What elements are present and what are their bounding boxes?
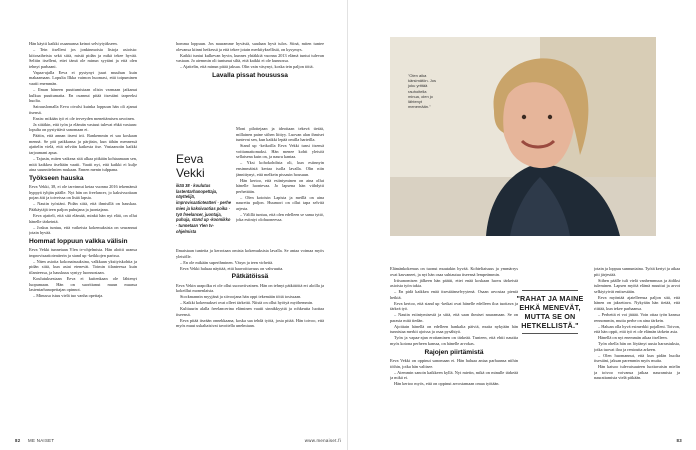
article-column-2-bottom	[176, 248, 324, 428]
subheading-hommat-loppuun: Hommat loppuun valkka välisin	[29, 237, 128, 245]
paragraph: Siihen päälle tuli vielä vanhemmuus ja äidiksi tuleminen. Lapsen myötä elämä muuttui ja arvot selkiytyivät entisestään.	[594, 277, 680, 294]
paragraph: – Minussa istuu vielä tuo vanha opettaja.	[33, 293, 104, 299]
page-number-left: 82	[15, 438, 21, 443]
right-colleft-section	[390, 358, 518, 387]
paragraph: Ilmaistaan tunteita ja kerrotaan omista kokemuksista lavalla. Se antaa voimaa myös yleisölle.	[176, 248, 324, 259]
paragraph: Eeva Vekki on oppinut sanomaan ei. Hän haluaa antaa parhaansa niihin töihin, jotka hän valitsee.	[390, 358, 518, 369]
paragraph: Eeva Vekki haluaa näyttää, että haavoittuvuus on vahvuutta.	[180, 265, 284, 271]
paragraph: Stand up -keikoilla Eeva Vekki tunsi itsensä voittamattomaksi. Hän menee kohti yleisöä sellaisena kuin on, ja nauru kantaa.	[236, 143, 324, 160]
paragraph: Eeva kertoo, että stand up -keikat ovat hänelle edelleen iloa tuottava ja tärkeä työ.	[390, 300, 518, 312]
paragraph: – Olen kotoisin Lapista ja meillä on aina naurettu paljon. Huumori on ollut tapa selvitä arjesta.	[236, 194, 324, 211]
col2-section2-pre	[176, 248, 324, 271]
paragraph: – Olen huomannut, että kun pidän huolta itsestäni, jaksan paremmin myös muita.	[594, 352, 680, 364]
bio-box	[176, 152, 232, 234]
subheading-tyokseen-hauska: Työkseen hauska	[29, 174, 84, 182]
page-number-right: 83	[676, 438, 682, 443]
right-column-left	[390, 266, 518, 430]
paragraph: – Tein itselleni jos jonkinmoisia listoja asioista: kiitosaiheista sekä siitä, mistä pidän ja mikä tekee hyvää. Selitin itselleni, ettei tämä ole minun syytäni ja että olen tehnyt parhaani.	[29, 46, 137, 69]
paragraph: Eeva Vekki, 38, ei ole tarvinnut ketaa vuonna 2016 tekemänsä hyppyä tyhjän päälle. Nyt hän on freelancer, jo kaksivuotiaan pojan äiti ja toiveissa on lisää lapsia.	[29, 184, 137, 201]
paragraph: Hän käytti kaikki osaamansa keinot selviytyäkseen.	[29, 41, 118, 46]
col1-section1	[29, 184, 137, 236]
paragraph: Ja siitäkin, että työn ja elämän vastuut tulevat ehkä vastaan: lopulta on pystyttävä sanomaan ei.	[29, 121, 137, 133]
paragraph: Työn ja vapaa-ajan erottaminen on tärkeää. Tunteen, että ehtii nauttia myös kotona perheen kanssa, on hänelle arvokas.	[390, 335, 518, 347]
paragraph: – Haluan olla hyvä esimerkki pojalleni. Toivon, että hän oppii, että työ ei ole elämän tärkein asia.	[594, 323, 680, 335]
paragraph: Hän katsoo tulevaisuuteen luottavaisin mielin ja toivoo voivansa jatkaa nauramista ja naurattamista vielä pitkään.	[594, 364, 680, 381]
paragraph: Eeva Vekki tunnetaan Ylen tv-ohjelmista. Hän aloitti uransa improvisaatioteatterin ja stand up -keikkojen parissa.	[29, 247, 137, 258]
paragraph: – Nautin työstäni. Pidän siitä, että ihmisillä on hauskaa. Pääkäytäjä teen paljon puhujana ja juontajana.	[29, 201, 137, 213]
col1-intro	[29, 41, 137, 173]
bio-name: Eeva Vekki	[176, 152, 205, 180]
paragraph: – Ilman häneen puuttumistaan olisin varmaan jatkanut kulkua puuttumatta. En osannut pitää itsestäni tarpeeksi huolta.	[29, 86, 137, 104]
paragraph: Hänellä on nyt enemmän aikaa itselleen.	[598, 335, 668, 341]
col2-section1	[236, 126, 324, 223]
footer-left	[15, 438, 54, 443]
col2-section2	[176, 283, 324, 329]
paragraph: Kaikki tuntui kulkevan hyvin, kunnes yhtäkkiä vuonna 2013 elämä tuntui tulevan vastaan. Jo aiemmin oli tuntunut siltä, että kaikki ei ole kunnossa.	[176, 52, 324, 64]
paragraph: jotain ja loppuu sunnuntaina. Työtä kertyi ja aikaa piti järjestää.	[594, 266, 680, 277]
pull-quote-text: "RAHAT JA MAINE EHKÄ MENEVÄT, MUTTA SE ON HETKELLISTÄ."	[516, 293, 584, 330]
paragraph: – Näen asioita kokonaisuuksina, valkkaan yksityiskohtia ja pidän siitä, kun asiat etenevät. Toimin tilanteessa kuin tilanteessa, ja hauskuus syntyy luonnostaan.	[29, 258, 137, 276]
paragraph: – Aiemmin sanoin kaikkeen kyllä. Nyt mietin, mikä on minulle tärkeää ja mikä ei.	[390, 369, 518, 381]
bio-text: ikää 38 · koulutus lastentarhanopettaja, näyttelijä, improvisaatioteatteri · perhe mies ja kaksivuotias poika · työ freelancer, juontaja, puhuja, stand up -koomikko · tunnetaan Ylen tv-ohjelmista	[176, 183, 232, 234]
paragraph: – Nautin esiintymisestä ja siitä, että saan ihmiset nauramaan. Se on parasta mitä tiedän.	[390, 312, 518, 323]
right-column-right	[594, 266, 680, 430]
portrait-illustration	[390, 37, 656, 236]
article-column-2-upper-right	[236, 126, 324, 248]
col2-intro	[176, 41, 324, 70]
paragraph: Päätin, että annan itseni irti. Rankemmin ei saa koskaan mennä. Se piti paikkansa ja pärjäsin, kun tähän mennessä ajattelin vielä, että selviän kaikesta itse. Vastaanotin kaikki tarjoamani apua.	[29, 133, 137, 156]
right-page	[348, 0, 696, 450]
paragraph: Kulttuurin alalla freelancerina eläminen vaatii sinnikkyyttä ja rohkeutta luottaa itseensä.	[176, 306, 324, 317]
portrait-photo	[390, 37, 656, 236]
paragraph: Ajoittain hänellä on edelleen hankalia päiviä, mutta nykyään hän tunnistaa merkit ajoissa ja osaa pysähtyä.	[390, 323, 518, 335]
subheading-lavalla-pissat: Lavalla pissat housussa	[212, 71, 288, 79]
pull-quote-rule-top	[522, 290, 578, 291]
paragraph: – Välillä tuntuu, että olen edelleen se sama tyttö, joka esiintyi olohuoneessa.	[236, 211, 324, 223]
photo-caption: "Olen aika kärsimätön. Jos joku yrittää rauhoitella minua, olen jo lähtenyt menemään."	[408, 73, 437, 110]
paragraph: Koulutuksestaan Eeva ei kuitenkaan ole lähtenyt luopumaan. Hän on suorittanut muun muassa lastentarhanopettajan opinnot.	[29, 276, 137, 293]
paragraph: Elämänkokemus on tuonut muutakin hyvää. Kohteliaisuus ja ymmärrys ovat kasvaneet, ja nyt hän osaa suhtautua itseensä lempeämmin.	[390, 266, 518, 277]
paragraph: Hän kertoo, että esiintyminen on aina ollut hänelle luontevaa. Jo lapsena hän viihdytti perhettään.	[236, 177, 324, 194]
paragraph: – Yksi kohokohdista oli, kun esiinnyin ensimmäistä kertaa isolla lavalla. Olin niin jännittynyt, että melkein pissasin housuun.	[236, 160, 324, 177]
paragraph: Eeva myöntää ajatelleensa paljon sitä, että hänen on jaksettava. Nykyään hän tietää, että riittää, kun tekee parhaansa.	[594, 294, 680, 311]
pull-quote	[512, 287, 588, 337]
website-url: www.menaiset.fi	[304, 438, 341, 443]
paragraph: Eeva Vekin urapolku ei ole ollut suoraviivainen. Hän on tehnyt pätkätöitä eri aloilla ja kokeillut monenlaista.	[176, 282, 324, 294]
subheading-rajojen-piirtamista: Rajojen piirtämistä	[424, 348, 484, 356]
right-colleft-paragraphs	[390, 266, 518, 347]
magazine-name: ME NAISET	[28, 438, 55, 443]
paragraph: Eeva ajatteli, että sitä elämää, minkä hän nyt elää, on ollut hänelle tärkeintä.	[29, 213, 137, 224]
paragraph: Sairauslomalla Eeva oivalsi kuinka loppuun hän oli ajanut itsensä.	[29, 104, 137, 115]
pull-quote-rule-bottom	[522, 333, 578, 334]
paragraph: – Tajusin, miten vaikeaa sitä alkaa pitkään kohtaamaan sen, mitä kaikkea itseltään vaatii. Vaatii nyt, että kaikki ei kulje aina suunnitelmien mukaan. Ennen menin tulppana.	[29, 156, 137, 173]
paragraph: – Joskus tuntuu, että vaikeista kokemuksista on seurannut jotain hyvää.	[29, 224, 137, 236]
paragraph: Eeva pitää itseään onnekkaana, koska saa tehdä työtä, josta pitää. Hän toivoo, että myös muut uskaltaisivat tavoitella unelmiaan.	[176, 317, 324, 329]
paragraph: Työn ohella hän on löytänyt uusia harrastuksia, jotka tuovat iloa ja rentoutta arkeen.	[594, 341, 680, 352]
paragraph: homma loppuun. Jos nauramme hyvästä, saadaan hyvä tulos. Siinä, miten tuntee olevansa kiinni hetkessä ja että tekee jotain merkityksellistä, on kysymys.	[176, 41, 324, 52]
footer-url	[305, 438, 341, 443]
paragraph: – En pidä kaikkea enää itsestäänselvyytenä. Osaan arvostaa pieniä hetkiä.	[390, 289, 518, 300]
paragraph: – En ole mikään superihminen. Väsyn ja teen virheitä.	[180, 259, 274, 265]
col1-section2	[29, 247, 137, 299]
paragraph: – Ajattelin, että minun pitää jaksaa. Olin vain väsynyt, koska tein paljon töitä.	[180, 64, 314, 70]
paragraph: Moni pilottejaan ja ideoitaan tekevä tietää, millainen paine siihen liittyy. Luovan alan ihmiset tuntevat sen, kun kaikki lepää omilla harteilla.	[236, 126, 324, 143]
article-column-1	[29, 41, 137, 426]
paragraph: Ensin: mikään työ ei ole terveyden menettämisen arvoinen.	[33, 115, 135, 121]
subheading-patkatoissa: Pätkätöissä	[231, 273, 269, 281]
paragraph: Irtisanomisen jälkeen hän päätti, ettei enää koskaan luovu tärkeistä asioista työn takia.	[390, 277, 518, 289]
paragraph: – Kaikki kokemukset ovat olleet tärkeitä. Niistä on ollut hyötyä myöhemmin.	[180, 300, 314, 306]
right-colright-paragraphs	[594, 266, 680, 381]
paragraph: Vapaa-ajalla Eeva ei pystynyt juuri muuhun kuin makaamaan. Lopulta Ilkka vaimon huomasi, että toipuminen vaatii enemmän.	[29, 69, 137, 86]
paragraph: Hän kertoo myös, että on oppinut arvostamaan omaa työtään.	[394, 381, 500, 387]
paragraph: Stockmannin myyjänä ja siivoojana hän oppi tekemään töitä tosissaan.	[180, 294, 302, 300]
paragraph: – Perhettä ei voi jättää. Voin ottaa työn kanssa rennommin, mutta perhe on aina tärkein.	[594, 311, 680, 323]
